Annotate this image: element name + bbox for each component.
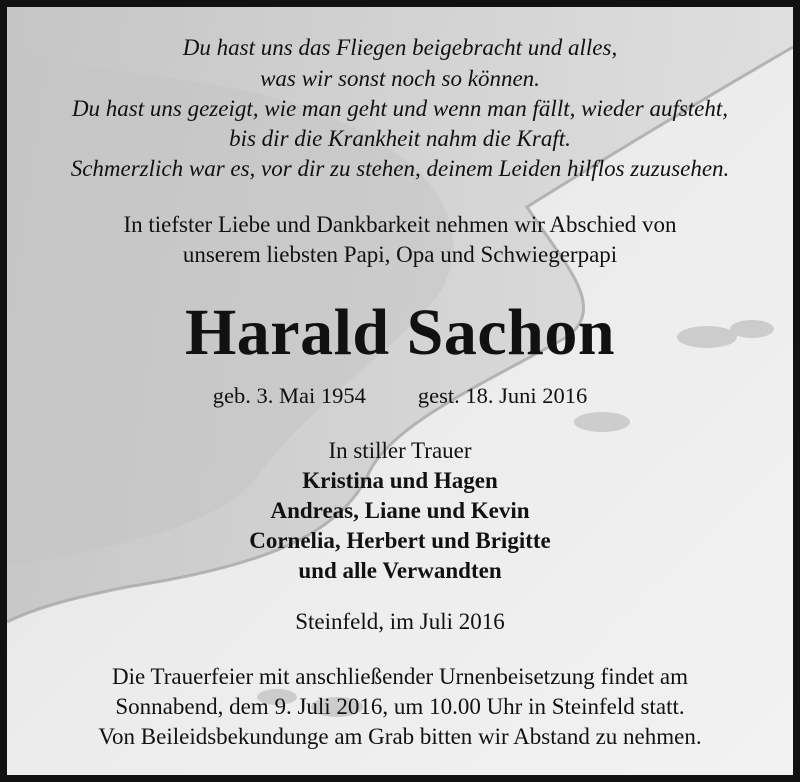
mourner-names: Kristina und Hagen bbox=[302, 468, 498, 493]
poem-line: Du hast uns gezeigt, wie man geht und wenn man fällt, wieder aufsteht, bbox=[71, 96, 729, 121]
intro-line: In tiefster Liebe und Dankbarkeit nehmen wir Abschied von bbox=[123, 212, 677, 237]
funeral-info-line: Sonnabend, dem 9. Juli 2016, um 10.00 Uhr in Steinfeld statt. bbox=[115, 694, 685, 719]
poem-line: bis dir die Krankheit nahm die Kraft. bbox=[229, 126, 571, 151]
mourners-heading: In stiller Trauer bbox=[328, 438, 472, 463]
mourner-names: Cornelia, Herbert und Brigitte bbox=[249, 528, 551, 553]
poem-line: Schmerzlich war es, vor dir zu stehen, deinem Leiden hilflos zuzusehen. bbox=[70, 156, 730, 181]
funeral-info-line: Die Trauerfeier mit anschließender Urnenbeisetzung findet am bbox=[111, 664, 689, 689]
poem-line: was wir sonst noch so können. bbox=[260, 66, 540, 91]
mourner-names: und alle Verwandten bbox=[298, 558, 502, 583]
intro-line: unserem liebsten Papi, Opa und Schwiegerpapi bbox=[182, 242, 618, 267]
mourner-names: Andreas, Liane und Kevin bbox=[270, 498, 530, 523]
death-date: gest. 18. Juni 2016 bbox=[417, 383, 588, 408]
birth-date: geb. 3. Mai 1954 bbox=[212, 383, 366, 408]
funeral-info-line: Von Beileidsbekundunge am Grab bitten wir Abstand zu nehmen. bbox=[98, 724, 702, 749]
deceased-name: Harald Sachon bbox=[184, 296, 616, 369]
place-date: Steinfeld, im Juli 2016 bbox=[295, 609, 505, 634]
poem-line: Du hast uns das Fliegen beigebracht und alles, bbox=[182, 35, 618, 60]
life-dates bbox=[7, 383, 793, 409]
